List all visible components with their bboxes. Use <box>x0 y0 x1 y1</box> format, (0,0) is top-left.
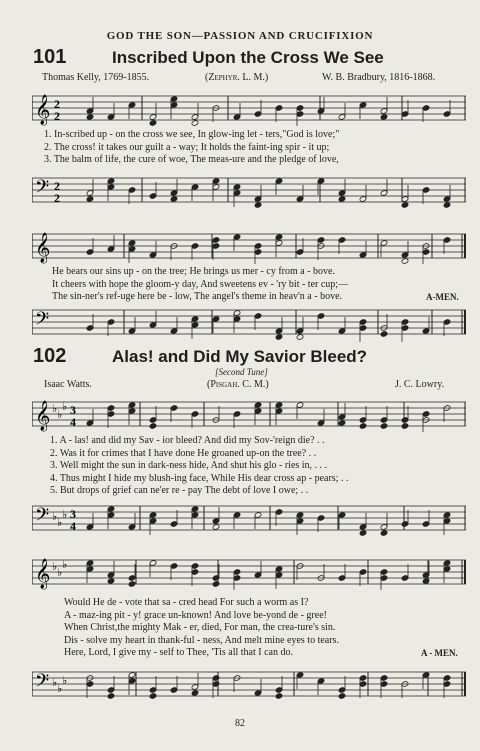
svg-text:4: 4 <box>70 519 76 533</box>
note-head <box>275 334 283 341</box>
lyric-line: A - maz-ing pit - y! grace un-known! And love be-yond de - gree! <box>64 609 327 621</box>
note-head <box>128 581 136 588</box>
note-head <box>380 331 388 338</box>
words-credit-102: Isaac Watts. <box>44 379 92 390</box>
svg-text:♭: ♭ <box>62 401 68 413</box>
time-signature-bottom: 4 <box>70 415 76 429</box>
svg-text:𝄞: 𝄞 <box>35 401 51 430</box>
note-head <box>338 196 346 203</box>
note-head <box>107 693 115 700</box>
svg-text:♭: ♭ <box>57 409 63 421</box>
note-head <box>338 420 346 427</box>
note-head <box>212 581 220 588</box>
lyric-line: When Christ,the mighty Mak - er, died, For man, the crea-ture's sin. <box>64 622 336 634</box>
note-head <box>149 693 157 700</box>
lyric-line: The sin-ner's ref-uge here be - low, The angel's theme in heav'n a - bove. <box>52 291 343 303</box>
lyric-line: 2. Was it for crimes that I have done He groaned up-on the tree? . . <box>50 447 317 459</box>
words-credit-101: Thomas Kelly, 1769-1855. <box>42 72 150 83</box>
lyric-line: Dis - solve my heart in thank-ful - ness, And melt mine eyes to tears. <box>64 634 339 646</box>
note-head <box>254 202 262 209</box>
note-head <box>170 196 178 203</box>
hymn-title-102: Alas! and Did My Savior Bleed? <box>112 347 368 366</box>
note-head <box>401 258 409 264</box>
treble-staff-101-2 <box>32 232 466 264</box>
lyric-line: 4. Thus might I hide my blush-ing face, While His dear cross ap - pears; . . <box>50 472 349 484</box>
hymn-title-101: Inscribed Upon the Cross We See <box>112 48 384 67</box>
lyric-line: 3. The balm of life, the cure of woe, The meas-ure and the pledge of love, <box>44 154 339 166</box>
note-head <box>191 690 199 697</box>
svg-text:♭: ♭ <box>57 567 63 579</box>
music-credit-102: J. C. Lowry. <box>395 379 445 390</box>
lyric-line: 1. A - las! and did my Sav - ior bleed? And did my Sov-'reign die? . . <box>50 435 325 446</box>
tune-name-102: (Pisgah. C. M.) <box>207 379 269 390</box>
svg-text:𝄢: 𝄢 <box>35 308 50 333</box>
bass-staff-102-2 <box>32 666 466 706</box>
note-head <box>443 202 451 209</box>
note-head <box>107 578 115 585</box>
verse-block-101-1 <box>44 129 339 167</box>
svg-text:𝄞: 𝄞 <box>35 233 51 262</box>
svg-text:𝄢: 𝄢 <box>35 504 50 529</box>
note-head <box>149 120 157 126</box>
flat-sign-icon: ♭ <box>52 403 58 415</box>
bass-staff-101-1 <box>32 172 466 212</box>
lyric-line: 1. In-scribed up - on the cross we see, In glow-ing let - ters,"God is love;" <box>44 129 340 140</box>
note-head <box>338 693 346 700</box>
time-signature-bottom: 2 <box>54 109 60 123</box>
lyric-line: Here, Lord, I give my - self to Thee, 'Tis all that I can do. <box>64 647 293 659</box>
running-head: GOD THE SON—PASSION AND CRUCIFIXION <box>106 30 374 42</box>
treble-staff-102-2 <box>32 556 466 590</box>
lyric-line: Would He de - vote that sa - cred head For such a worm as I? <box>64 597 309 608</box>
note-head <box>212 524 220 531</box>
hymn-number-102: 102 <box>33 345 67 367</box>
svg-text:♭: ♭ <box>57 683 63 695</box>
lyric-line: 3. Well might the sun in dark-ness hide, And shut his glo - ries in, . . . <box>50 460 328 472</box>
page-number: 82 <box>235 718 245 729</box>
note-head <box>359 423 367 430</box>
note-head <box>275 693 283 700</box>
svg-text:♭: ♭ <box>52 561 58 573</box>
treble-staff-102-1 <box>32 398 466 432</box>
lyric-line: He bears our sins up - on the tree; He brings us mer - cy from a - bove. <box>52 266 335 277</box>
note-head <box>401 202 409 209</box>
bass-clef-icon: 𝄢 <box>35 176 50 201</box>
lyric-line: It cheers with hope the gloom-y day, And sweetens ev - 'ry bit - ter cup;— <box>52 278 349 290</box>
note-head <box>401 423 409 430</box>
svg-text:♭: ♭ <box>52 677 58 689</box>
svg-text:2: 2 <box>54 179 60 193</box>
bass-staff-102-1 <box>32 500 466 540</box>
tune-subtitle-102: [Second Tune] <box>215 367 268 377</box>
svg-text:♭: ♭ <box>52 511 58 523</box>
svg-text:𝄞: 𝄞 <box>35 559 51 588</box>
note-head <box>380 530 388 537</box>
treble-clef-icon: 𝄞 <box>35 95 51 124</box>
note-head <box>191 120 199 126</box>
note-head <box>86 196 94 203</box>
note-head <box>359 530 367 537</box>
svg-text:♭: ♭ <box>62 675 68 687</box>
note-head <box>380 423 388 430</box>
bass-staff-101-2 <box>32 304 466 344</box>
svg-text:♭: ♭ <box>62 509 68 521</box>
time-signature-top: 2 <box>54 97 60 111</box>
amen-102: A - MEN. <box>421 648 458 658</box>
treble-staff-101-1 <box>32 94 466 126</box>
tune-name-101: (Zephyr. L. M.) <box>205 72 269 83</box>
verse-block-101-2 <box>52 266 348 304</box>
note-head <box>149 423 157 430</box>
note-head <box>422 578 430 585</box>
verse-block-102-2 <box>64 597 339 660</box>
note-head <box>380 114 388 121</box>
lyric-line: 2. The cross! it takes our guilt a - way; It holds the faint-ing spir - it up; <box>44 141 330 153</box>
lyric-line: 5. But drops of grief can ne'er re - pay The debt of love I owe; . . <box>50 485 309 497</box>
note-head <box>296 334 304 341</box>
amen-101: A-MEN. <box>426 292 459 302</box>
svg-text:𝄢: 𝄢 <box>35 670 50 695</box>
time-signature-top: 3 <box>70 403 76 417</box>
hymn-number-101: 101 <box>33 46 67 68</box>
svg-text:3: 3 <box>70 507 76 521</box>
svg-text:♭: ♭ <box>62 559 68 571</box>
note-head <box>86 114 94 121</box>
music-credit-101: W. B. Bradbury, 1816-1868. <box>322 72 436 83</box>
verse-block-102-1 <box>50 435 348 498</box>
svg-text:♭: ♭ <box>57 517 63 529</box>
svg-text:2: 2 <box>54 191 60 205</box>
